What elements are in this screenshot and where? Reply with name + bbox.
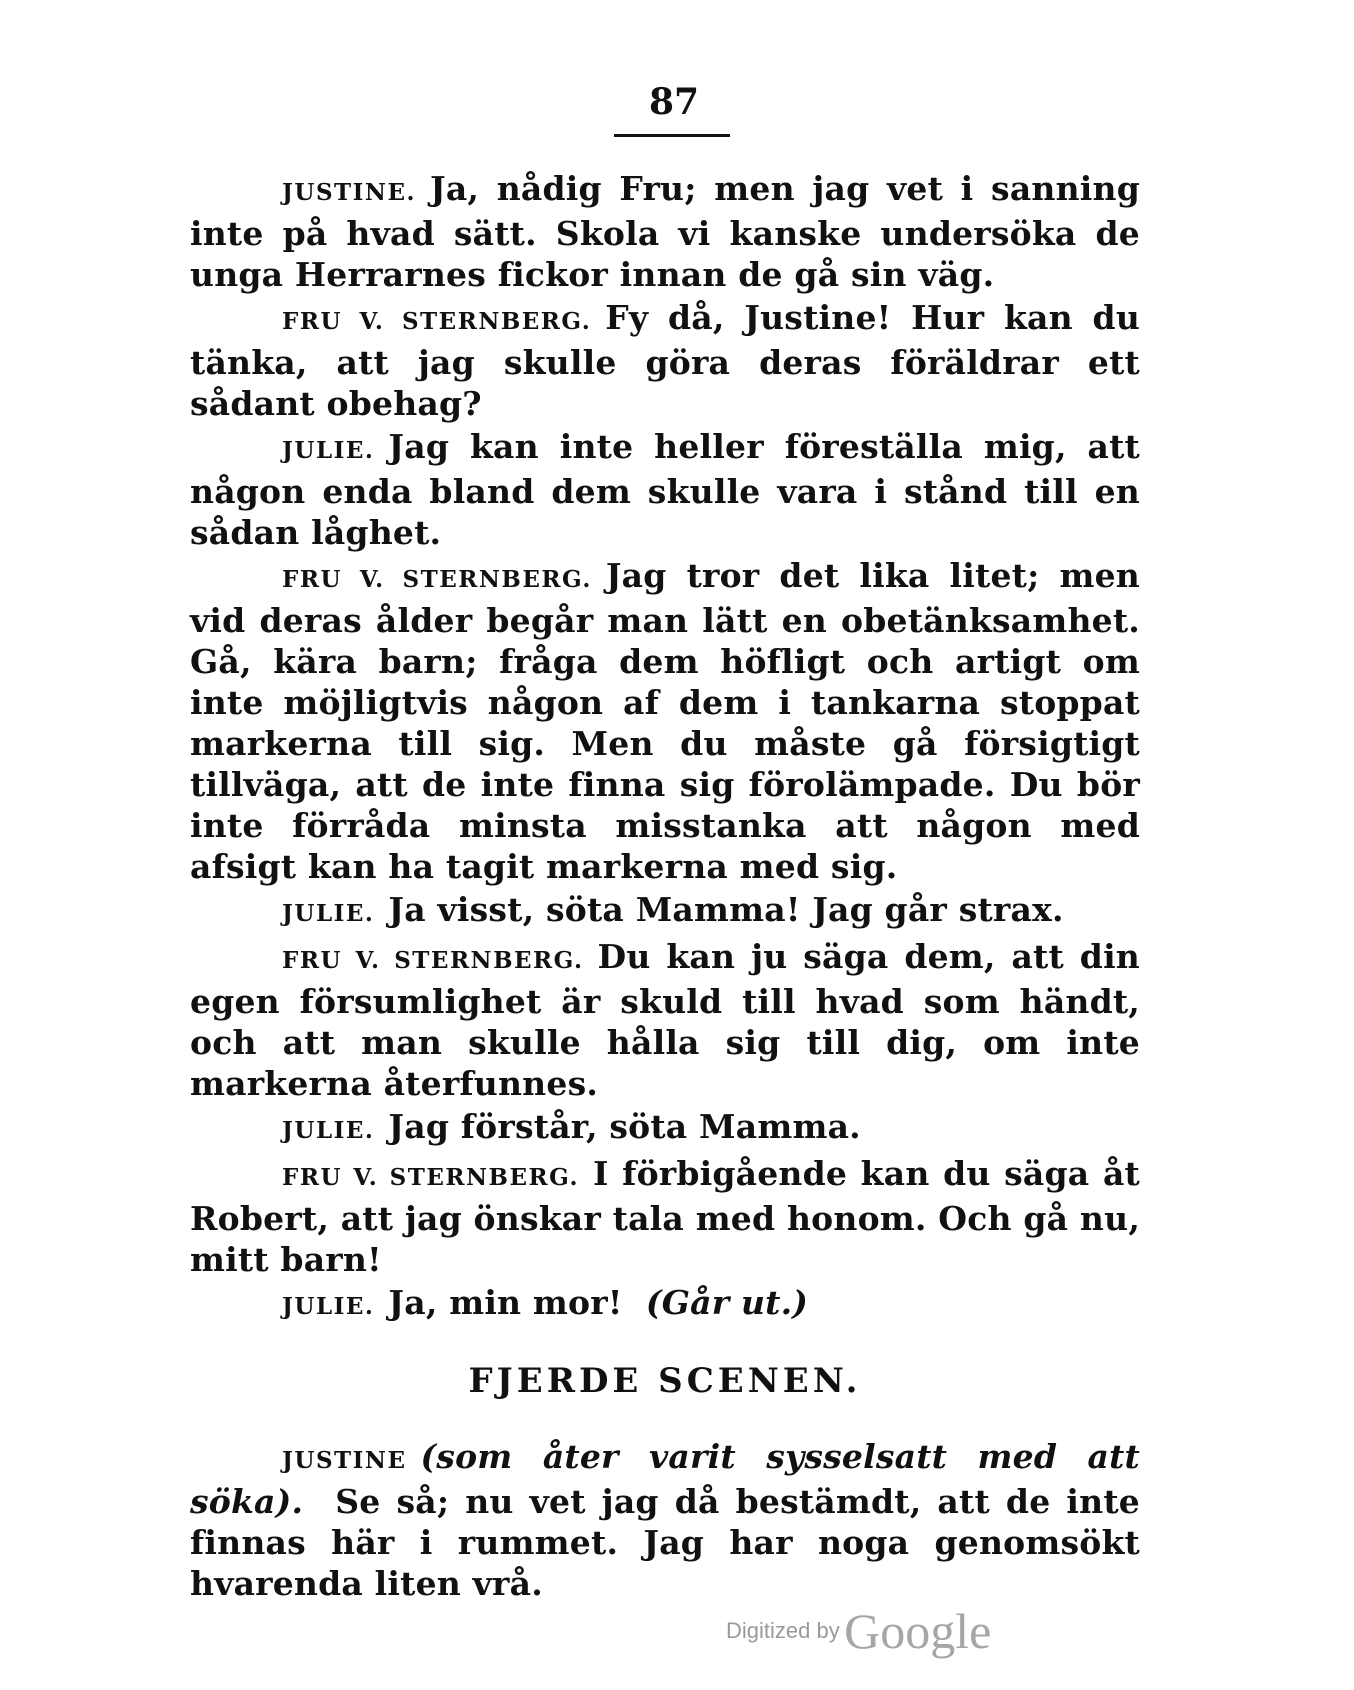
speaker-name: FRU V. STERNBERG. (282, 1164, 579, 1191)
digitized-by-google-watermark (726, 1602, 991, 1660)
page-number: 87 (648, 81, 700, 123)
speaker-name: JUSTINE. (282, 179, 416, 206)
speaker-name: JULIE. (282, 437, 375, 464)
speech-justine-1 (190, 168, 1140, 295)
speaker-name: FRU V. STERNBERG. (282, 308, 592, 335)
speech-julie-3 (190, 1106, 1140, 1151)
speech-text: Fy då, Justine! Hur kan du tänka, att jag skulle göra deras föräldrar ett sådant obehag? (190, 298, 1141, 423)
speech-text: Jag förstår, söta Mamma. (388, 1107, 861, 1146)
speech-text: Jag kan inte heller föreställa mig, att någon enda bland dem skulle vara i stånd till en sådan låghet. (190, 427, 1140, 552)
speech-sternberg-1 (190, 297, 1140, 424)
speech-text: I förbigående kan du säga åt Robert, att jag önskar tala med honom. Och gå nu, mitt barn! (190, 1154, 1141, 1279)
speech-text: Jag tror det lika litet; men vid deras ålder begår man lätt en obetänksamhet. Gå, kära barn; fråga dem höfligt och artigt om inte möjligtvis någon af dem i tankarna stoppat markerna till sig. Men du måste gå försigtigt tillväga, att de inte finna sig förolämpade. Du bör inte förråda minsta misstanka att någon med afsigt kan ha tagit markerna med sig. (190, 556, 1141, 886)
watermark-prefix: Digitized by (726, 1618, 840, 1643)
play-text (190, 168, 1140, 1606)
speech-julie-2 (190, 889, 1140, 934)
speaker-name: JULIE. (282, 1117, 375, 1144)
stage-direction: (som åter varit sysselsatt med att söka). (190, 1437, 1140, 1521)
speaker-name: JUSTINE (282, 1447, 407, 1474)
speech-text: Se så; nu vet jag då bestämdt, att de inte finnas här i rummet. Jag har noga genomsökt hvarenda liten vrå. (190, 1482, 1140, 1603)
stage-direction: (Går ut.) (645, 1283, 809, 1322)
speaker-name: JULIE. (282, 900, 375, 927)
speech-text: Ja, nådig Fru; men jag vet i sanning inte på hvad sätt. Skola vi kanske undersöka de unga Herrarnes fickor innan de gå sin väg. (190, 169, 1140, 294)
scene-heading: FJERDE SCENEN. (468, 1361, 862, 1401)
speech-sternberg-2 (190, 555, 1140, 887)
speaker-name: FRU V. STERNBERG. (282, 947, 584, 974)
speech-text: Du kan ju säga dem, att din egen försumlighet är skuld till hvad som händt, och att man skulle hålla sig till dig, om inte markerna återfunnes. (190, 937, 1140, 1103)
speech-julie-1 (190, 426, 1140, 553)
speech-sternberg-3 (190, 936, 1140, 1104)
speech-text: Ja visst, söta Mamma! Jag går strax. (388, 890, 1064, 929)
speech-sternberg-4 (190, 1153, 1140, 1280)
speaker-name: FRU V. STERNBERG. (282, 566, 592, 593)
speech-justine-2 (190, 1436, 1140, 1604)
page-number-rule (614, 134, 730, 137)
speech-julie-4 (190, 1282, 1140, 1327)
google-logo: Google (844, 1603, 992, 1659)
speaker-name: JULIE. (282, 1293, 375, 1320)
speech-text: Ja, min mor! (388, 1283, 623, 1322)
